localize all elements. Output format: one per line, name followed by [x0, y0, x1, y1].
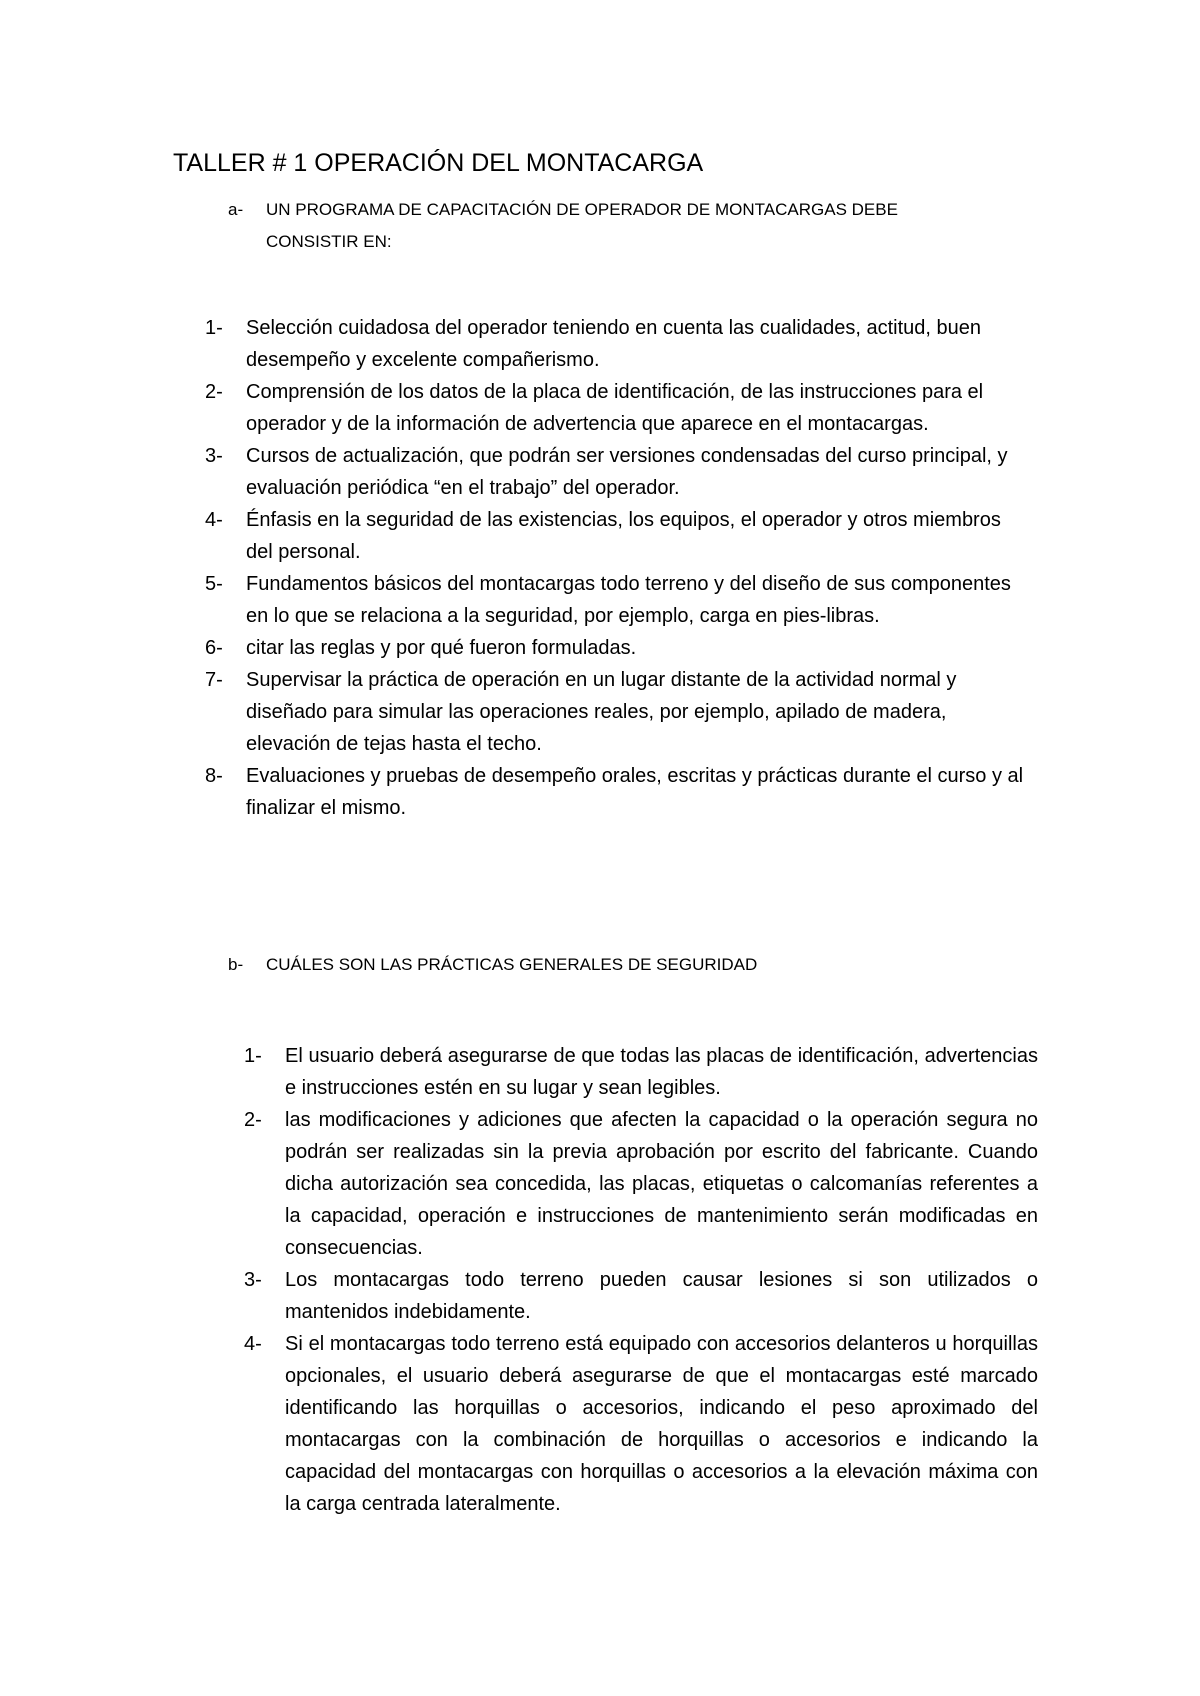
- list-item-text: Los montacargas todo terreno pueden causar lesiones si son utilizados o mantenidos indebidamente.: [285, 1269, 1038, 1323]
- list-item: [205, 376, 1025, 440]
- list-item-number: 1-: [205, 317, 223, 339]
- list-item: [205, 504, 1025, 568]
- list-item: [205, 312, 1025, 376]
- list-item-text: las modificaciones y adiciones que afecten la capacidad o la operación segura no podrán ser realizadas sin la previa aprobación por escrito del fabricante. Cuando dicha autorización sea concedida, las placas, etiquetas o calcomanías referentes a la capacidad, operación e instrucciones de mantenimiento serán modificadas en consecuencias.: [285, 1109, 1038, 1259]
- list-item: [244, 1104, 1038, 1264]
- list-item-text: Supervisar la práctica de operación en un lugar distante de la actividad normal y diseñado para simular las operaciones reales, por ejemplo, apilado de madera, elevación de tejas hasta el techo.: [246, 669, 957, 755]
- list-item-number: 4-: [244, 1333, 262, 1355]
- list-item-number: 7-: [205, 669, 223, 691]
- list-item-text: Énfasis en la seguridad de las existencias, los equipos, el operador y otros miembros del personal.: [246, 509, 1001, 563]
- document-title: TALLER # 1 OPERACIÓN DEL MONTACARGA: [173, 149, 704, 177]
- list-item-text: Evaluaciones y pruebas de desempeño orales, escritas y prácticas durante el curso y al finalizar el mismo.: [246, 765, 1024, 819]
- list-item-number: 6-: [205, 637, 223, 659]
- list-item-text: Cursos de actualización, que podrán ser versiones condensadas del curso principal, y evaluación periódica “en el trabajo” del operador.: [246, 445, 1008, 499]
- list-item-text: El usuario deberá asegurarse de que todas las placas de identificación, advertencias e instrucciones estén en su lugar y sean legibles.: [285, 1045, 1038, 1099]
- list-item-number: 2-: [244, 1109, 262, 1131]
- list-item-text: Si el montacargas todo terreno está equipado con accesorios delanteros u horquillas opcionales, el usuario deberá asegurarse de que el montacargas esté marcado identificando las horquillas o accesorios, indicando el peso aproximado del montacargas con la combinación de horquillas o accesorios e indicando la capacidad del montacargas con horquillas o accesorios a la elevación máxima con la carga centrada lateralmente.: [285, 1333, 1038, 1515]
- section-a-marker: a-: [228, 200, 244, 219]
- list-item-number: 4-: [205, 509, 223, 531]
- list-item-text: Comprensión de los datos de la placa de identificación, de las instrucciones para el operador y de la información de advertencia que aparece en el montacargas.: [246, 381, 984, 435]
- section-a-heading-text: UN PROGRAMA DE CAPACITACIÓN DE OPERADOR DE MONTACARGAS DEBE CONSISTIR EN:: [266, 200, 898, 251]
- list-item: [244, 1328, 1038, 1520]
- list-item: [244, 1264, 1038, 1328]
- list-item: [205, 568, 1025, 632]
- list-item-text: Fundamentos básicos del montacargas todo terreno y del diseño de sus componentes en lo que se relaciona a la seguridad, por ejemplo, carga en pies-libras.: [246, 573, 1011, 627]
- list-item-text: citar las reglas y por qué fueron formuladas.: [246, 637, 637, 659]
- section-a-heading: [228, 194, 988, 258]
- section-b-heading: [228, 949, 988, 981]
- section-b-list: [244, 1040, 1038, 1520]
- section-b-heading-text: CUÁLES SON LAS PRÁCTICAS GENERALES DE SEGURIDAD: [266, 955, 758, 974]
- list-item: [205, 664, 1025, 760]
- list-item-number: 2-: [205, 381, 223, 403]
- list-item: [244, 1040, 1038, 1104]
- list-item: [205, 760, 1025, 824]
- list-item-number: 3-: [244, 1269, 262, 1291]
- list-item: [205, 632, 1025, 664]
- list-item-text: Selección cuidadosa del operador teniendo en cuenta las cualidades, actitud, buen desempeño y excelente compañerismo.: [246, 317, 981, 371]
- list-item: [205, 440, 1025, 504]
- list-item-number: 5-: [205, 573, 223, 595]
- list-item-number: 3-: [205, 445, 223, 467]
- section-a-list: [205, 312, 1025, 824]
- list-item-number: 8-: [205, 765, 223, 787]
- section-b-marker: b-: [228, 955, 244, 974]
- list-item-number: 1-: [244, 1045, 262, 1067]
